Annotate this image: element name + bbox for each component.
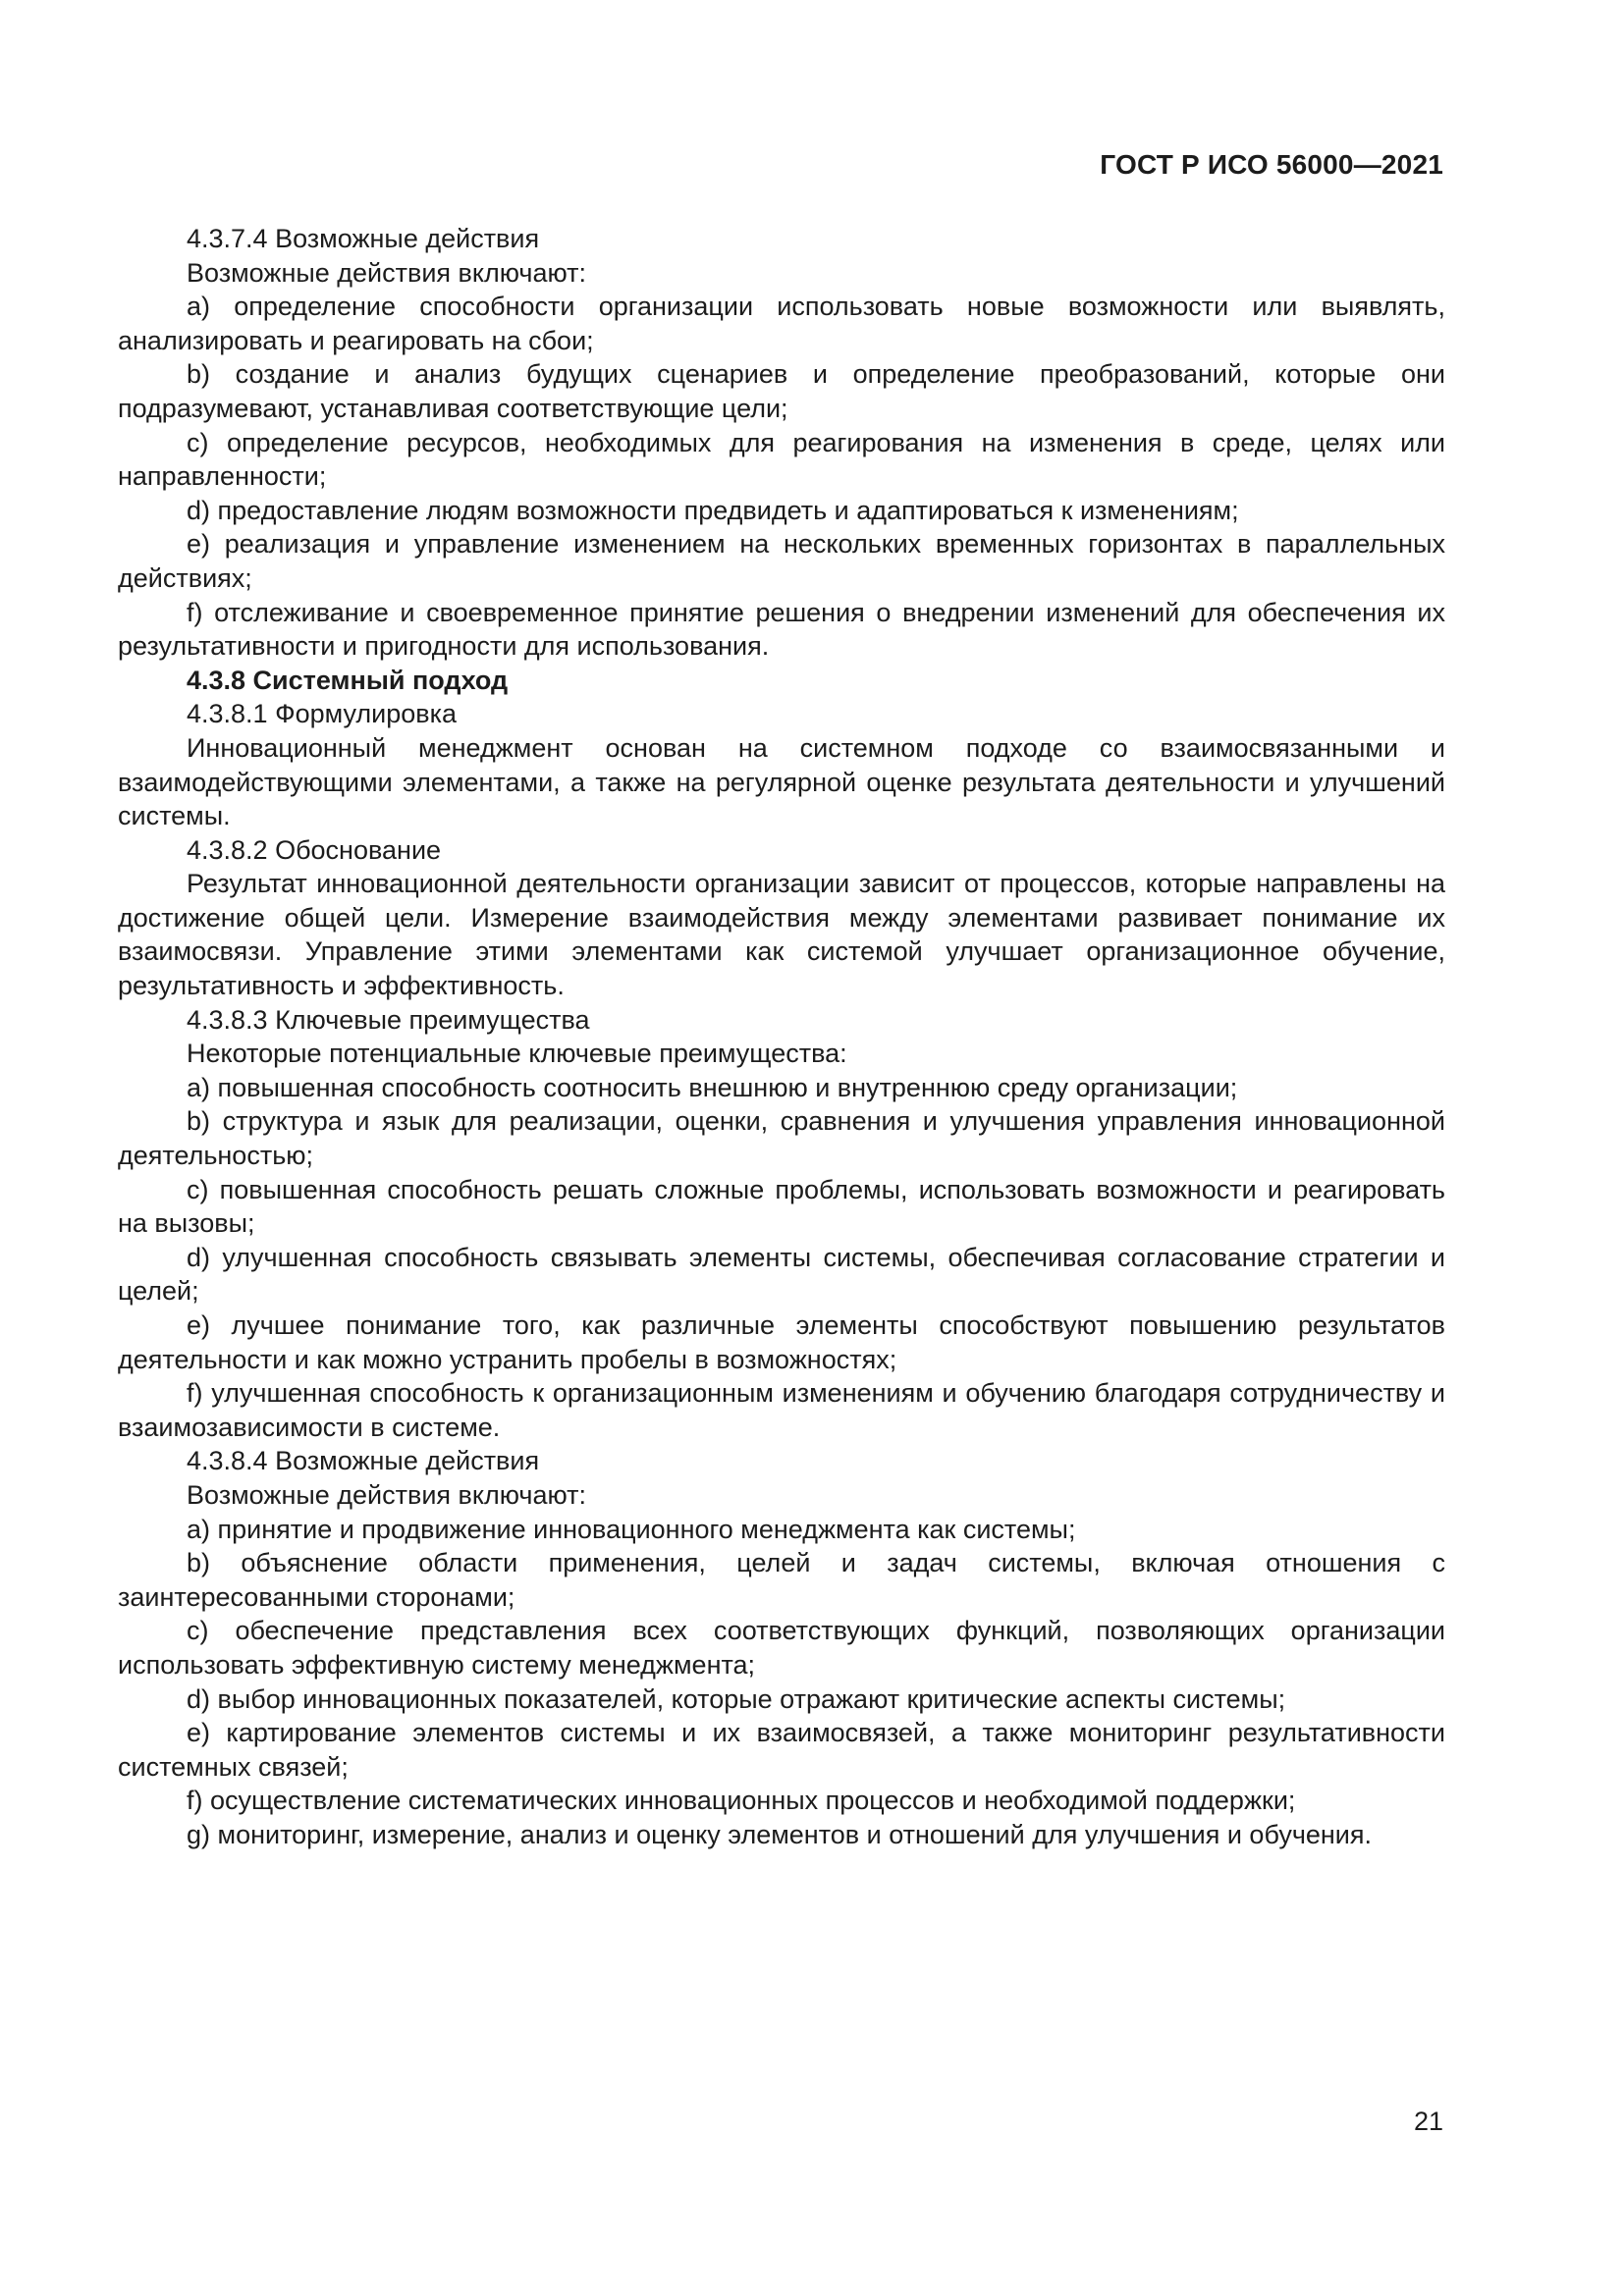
- paragraph: 4.3.8.3 Ключевые преимущества: [187, 1004, 590, 1035]
- paragraph: a) определение способности организации использовать новые возможности или выявлять, анализировать и реагировать на сбои;: [118, 292, 1445, 355]
- document-body: [118, 222, 1445, 1852]
- section-heading: 4.3.8 Системный подход: [187, 665, 509, 695]
- paragraph: f) осуществление систематических инновационных процессов и необходимой поддержки;: [187, 1786, 1296, 1816]
- paragraph: d) улучшенная способность связывать элементы системы, обеспечивая согласование стратегии и целей;: [118, 1242, 1445, 1307]
- paragraph: e) картирование элементов системы и их взаимосвязей, а также мониторинг результативности системных связей;: [118, 1718, 1445, 1782]
- paragraph: Возможные действия включают:: [187, 1479, 587, 1510]
- paragraph: a) принятие и продвижение инновационного менеджмента как системы;: [187, 1514, 1076, 1544]
- paragraph: Инновационный менеджмент основан на системном подходе со взаимосвязанными и взаимодействующими элементами, а также на регулярной оценке результата деятельности и улучшений системы.: [118, 732, 1445, 831]
- paragraph: b) структура и язык для реализации, оценки, сравнения и улучшения управления инновационной деятельностью;: [118, 1106, 1445, 1171]
- document-code-header: ГОСТ Р ИСО 56000—2021: [1100, 149, 1443, 180]
- paragraph: d) предоставление людям возможности предвидеть и адаптироваться к изменениям;: [187, 495, 1239, 525]
- paragraph: Некоторые потенциальные ключевые преимущества:: [187, 1039, 847, 1069]
- paragraph: 4.3.8.4 Возможные действия: [187, 1446, 540, 1476]
- page-number: 21: [1413, 2107, 1443, 2136]
- paragraph: c) определение ресурсов, необходимых для реагирования на изменения в среде, целях или направленности;: [118, 427, 1445, 492]
- paragraph: d) выбор инновационных показателей, которые отражают критические аспекты системы;: [187, 1683, 1286, 1714]
- paragraph: b) объяснение области применения, целей и задач системы, включая отношения с заинтересованными сторонами;: [118, 1548, 1445, 1612]
- paragraph: c) обеспечение представления всех соответствующих функций, позволяющих организации использовать эффективную систему менеджмента;: [118, 1616, 1445, 1680]
- paragraph: g) мониторинг, измерение, анализ и оценку элементов и отношений для улучшения и обучения.: [187, 1819, 1373, 1849]
- paragraph: a) повышенная способность соотносить внешнюю и внутреннюю среду организации;: [187, 1072, 1238, 1102]
- paragraph: e) лучшее понимание того, как различные элементы способствуют повышению результатов деятельности и как можно устранить пробелы в возможностях;: [118, 1310, 1445, 1374]
- paragraph: 4.3.8.2 Обоснование: [187, 834, 442, 865]
- paragraph: 4.3.7.4 Возможные действия: [187, 224, 540, 253]
- paragraph: e) реализация и управление изменением на нескольких временных горизонтах в параллельных действиях;: [118, 529, 1445, 593]
- paragraph: 4.3.8.1 Формулировка: [187, 699, 458, 729]
- paragraph: f) улучшенная способность к организационным изменениям и обучению благодаря сотрудничеству и взаимозависимости в системе.: [118, 1378, 1445, 1442]
- paragraph: Результат инновационной деятельности организации зависит от процессов, которые направлены на достижение общей цели. Измерение взаимодействия между элементами развивает понимание их взаимосвязи. Управление этими элементами как системой улучшает организационное обучение, результативность и эффективность.: [118, 869, 1445, 1001]
- paragraph: f) отслеживание и своевременное принятие решения о внедрении изменений для обеспечения их результативности и пригодности для использования.: [118, 597, 1445, 662]
- paragraph: Возможные действия включают:: [187, 257, 587, 288]
- paragraph: b) создание и анализ будущих сценариев и определение преобразований, которые они подразумевают, устанавливая соответствующие цели;: [118, 359, 1445, 423]
- paragraph: c) повышенная способность решать сложные проблемы, использовать возможности и реагировать на вызовы;: [118, 1174, 1445, 1239]
